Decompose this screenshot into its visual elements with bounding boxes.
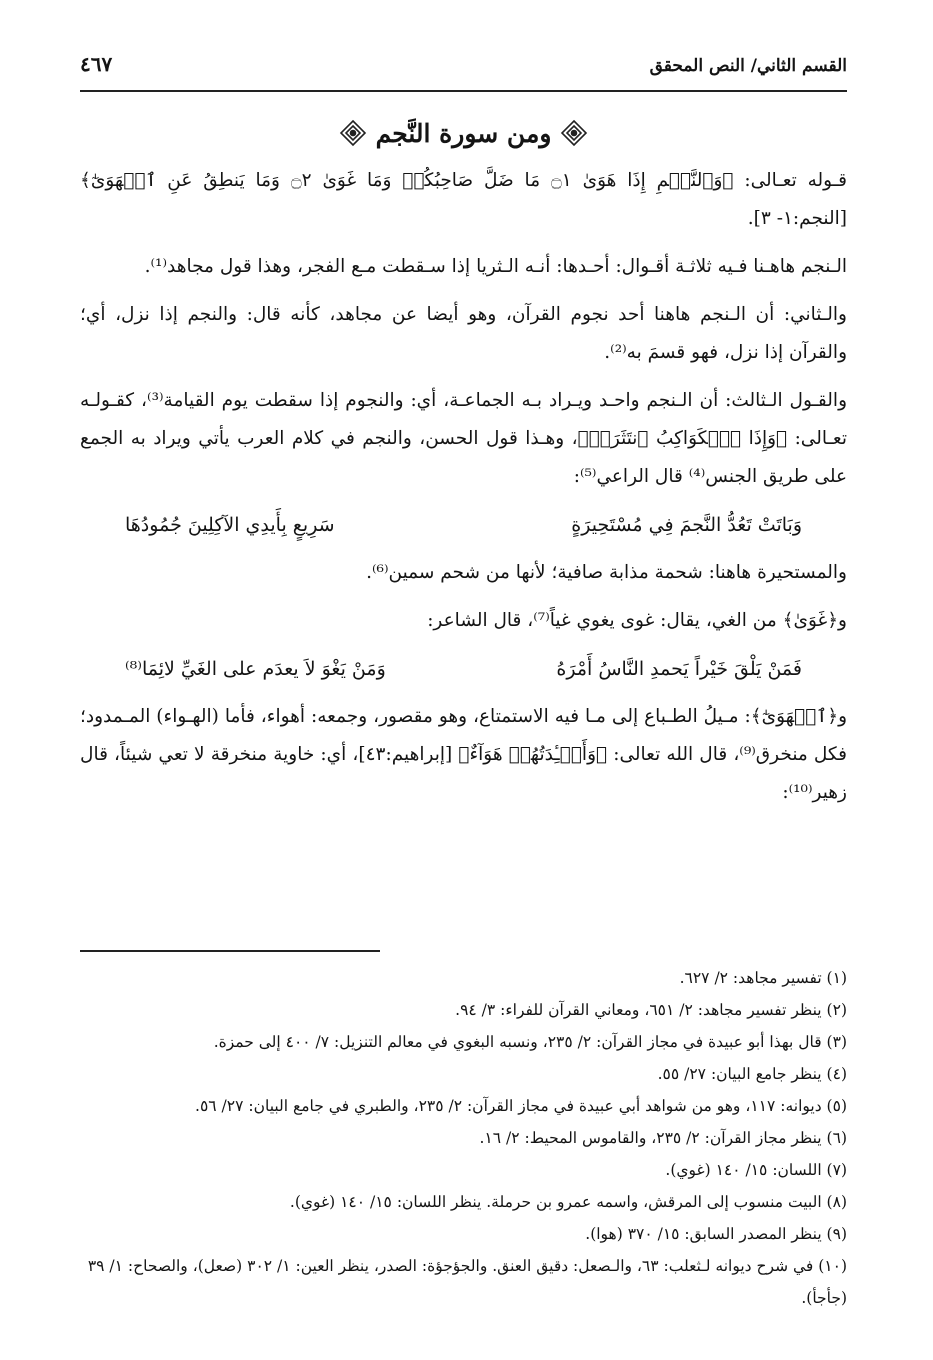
ornament-right-icon <box>559 118 589 148</box>
footnote-8: (٨) البيت منسوب إلى المرقش، واسمه عمرو بن حرملة. ينظر اللسان: ١٥/ ١٤٠ (غوي). <box>289 1193 847 1211</box>
paragraph-4: والقـول الـثالث: أن الـنجم واحـد ويـراد بـه الجماعـة، أي: والنجوم إذا سقطت يوم القيامة⁽³⁾، كقـولـه تعـالى: ﴿وَإِذَا ٱلۡكَوَاكِبُ ٱنتَثَرَتۡ﴾، وهـذا قول الحسن، والنجم في كلام العرب يأتي ويراد به الجمع على طريق الجنس⁽⁴⁾ قال الراعي⁽⁵⁾: <box>80 390 847 487</box>
footnote-4: (٤) ينظر جامع البيان: ٢٧/ ٥٥. <box>657 1065 847 1083</box>
paragraph-1: قـوله تعـالى: ﴿وَٱلنَّجۡمِ إِذَا هَوَىٰ ۝١ مَا ضَلَّ صَاحِبُكُمۡ وَمَا غَوَىٰ ۝٢ وَمَا يَنطِقُ عَنِ ٱلۡهَوَىٰٓ﴾ [النجم:١- ٣]. <box>80 170 847 229</box>
footnote-1: (١) تفسير مجاهد: ٢/ ٦٢٧. <box>679 969 847 987</box>
footnote-separator <box>80 950 380 952</box>
footnote-2: (٢) ينظر تفسير مجاهد: ٢/ ٦٥١، ومعاني القرآن للفراء: ٣/ ٩٤. <box>455 1001 847 1019</box>
footnotes <box>80 962 847 1314</box>
paragraph-6: و﴿غَوَىٰ﴾ من الغي، يقال: غوى يغوي غياً⁽⁷⁾، قال الشاعر: <box>427 610 847 631</box>
header-rule <box>80 90 847 92</box>
surah-title: ومن سورة النَّجم <box>375 118 552 148</box>
poem-verse-1 <box>125 506 802 544</box>
verse-2-second-hemistich: وَمَنْ يَغْوَ لاَ يعدَم على الغَيِّ لائِمَا⁽⁸⁾ <box>125 658 386 680</box>
ornament-left-icon <box>338 118 368 148</box>
footnote-9: (٩) ينظر المصدر السابق: ١٥/ ٣٧٠ (هوا). <box>585 1225 847 1243</box>
paragraph-7: و﴿ٱلۡهَوَىٰٓ﴾: مـيلُ الطـباع إلى مـا فيه الاستمتاع، وهو مقصور، وجمعه: أهواء، فأما (الهـواء) المـمدود؛ فكل منخرق⁽⁹⁾، قال الله تعالى: ﴿وَأَفۡـِٔدَتُهُمۡ هَوَآءٌ﴾ [إبراهيم:٤٣]، أي: خاوية منخرقة لا تعي شيئاً، قال زهير⁽¹⁰⁾: <box>80 706 847 803</box>
page-number: ٤٦٧ <box>80 52 113 76</box>
verse-1-first-hemistich: وَبَاتَتْ تَعُدُّ النَّجمَ فِي مُسْتَحِيرَةٍ <box>571 514 802 536</box>
poem-verse-2 <box>125 650 802 688</box>
page-header <box>80 52 847 86</box>
running-title: القسم الثاني/ النص المحقق <box>649 56 847 76</box>
verse-2-first-hemistich: فَمَنْ يَلْقَ خَيْراً يَحمدِ النَّاسُ أَمْرَهُ <box>556 658 802 680</box>
footnote-6: (٦) ينظر مجاز القرآن: ٢/ ٢٣٥، والقاموس المحيط: ٢/ ١٦. <box>479 1129 847 1147</box>
footnote-7: (٧) اللسان: ١٥/ ١٤٠ (غوي). <box>665 1161 847 1179</box>
paragraph-2: الـنجم هاهـنا فـيه ثلاثـة أقـوال: أحـدها: أنـه الـثريا إذا سـقطت مـع الفجر، وهذا قول مجاهد⁽¹⁾. <box>144 256 847 277</box>
verse-1-second-hemistich: سَرِيعٍ بِأَيدِي الآكِلِينَ جُمُودُهَا <box>125 514 335 536</box>
footnote-10: (١٠) في شرح ديوانه لـثعلب: ٦٣، والـصعل: دقيق العنق. والجؤجؤة: الصدر، ينظر العين: ١/ ٣٠٢ (صعل)، والصحاح: ١/ ٣٩ (جأجأ). <box>87 1257 847 1307</box>
paragraph-3: والـثاني: أن الـنجم هاهنا أحد نجوم القرآن، وهو أيضا عن مجاهد، كأنه قال: والنجم إذا نزل، أي؛ والقرآن إذا نزل، فهو قسمَ به⁽²⁾. <box>80 304 847 363</box>
body-text <box>80 162 847 812</box>
footnote-5: (٥) ديوانه: ١١٧، وهو من شواهد أبي عبيدة في مجاز القرآن: ٢/ ٢٣٥، والطبري في جامع البيان: ٢٧/ ٥٦. <box>195 1097 847 1115</box>
surah-heading <box>80 118 847 148</box>
paragraph-5: والمستحيرة هاهنا: شحمة مذابة صافية؛ لأنها من شحم سمين⁽⁶⁾. <box>366 562 847 583</box>
book-page <box>80 52 847 1360</box>
footnote-3: (٣) قال بهذا أبو عبيدة في مجاز القرآن: ٢/ ٢٣٥، ونسبه البغوي في معالم التنزيل: ٧/ ٤٠٠ إلى حمزة. <box>213 1033 847 1051</box>
